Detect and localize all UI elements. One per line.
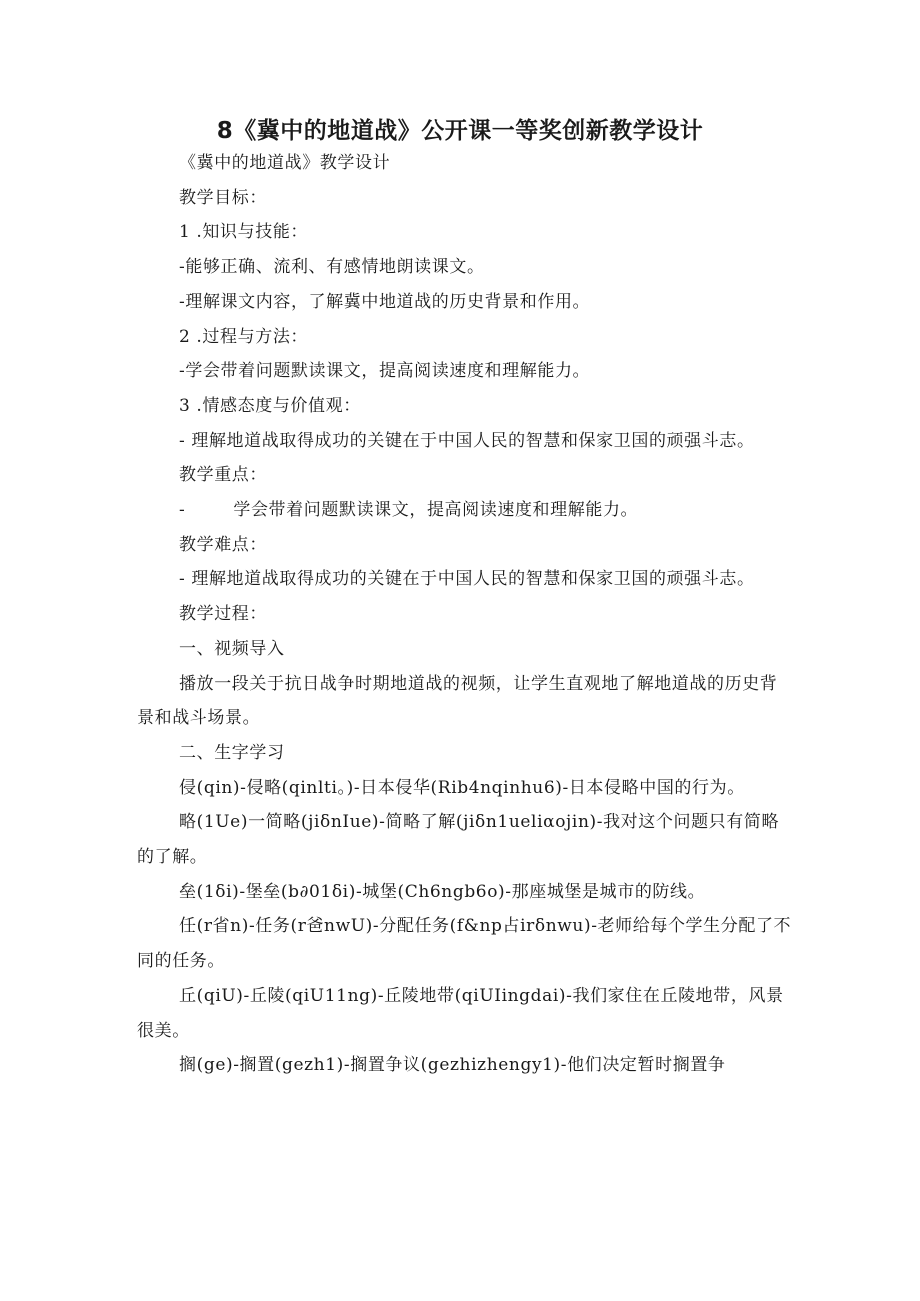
list-item: 1 .知识与技能： (179, 222, 309, 243)
paragraph: 播放一段关于抗日战争时期地道战的视频，让学生直观地了解地道战的历史背景和战斗场景。 (137, 673, 778, 729)
section-heading: 教学目标： (179, 187, 267, 208)
vocab-entry: 略(1Ue)一简略(jiδnIue)-简略了解(jiδn1ueliαojin)-我对这个问题只有简略的了解。 (137, 812, 780, 868)
list-item: -学会带着问题默读课文，提高阅读速度和理解能力。 (179, 361, 591, 382)
vocab-entry: 任(r省n)-任务(r爸nwU)-分配任务(f&np占irδnwu)-老师给每个学生分配了不同的任务。 (137, 916, 792, 972)
list-item: 3 .情感态度与价值观： (179, 395, 361, 416)
section-heading: 教学重点： (179, 465, 267, 486)
vocab-entry: 侵(qin)-侵略(qinlti。)-日本侵华(Rib4nqinhu6)-日本侵略中国的行为。 (179, 777, 745, 798)
section-heading: 教学过程： (179, 604, 267, 625)
section-heading: 一、视频导入 (179, 638, 285, 659)
list-item (137, 493, 792, 528)
document-title: 8《冀中的地道战》公开课一等奖创新教学设计 (216, 118, 704, 144)
list-item: - 理解地道战取得成功的关键在于中国人民的智慧和保家卫国的顽强斗志。 (179, 569, 755, 590)
list-item: -理解课文内容，了解冀中地道战的历史背景和作用。 (179, 291, 591, 312)
list-item-text: 学会带着问题默读课文，提高阅读速度和理解能力。 (233, 500, 639, 521)
vocab-entry: 垒(1δi)-堡垒(b∂01δi)-城堡(Ch6ngb6o)-那座城堡是城市的防线。 (179, 881, 706, 902)
dash-marker: - (179, 500, 186, 521)
vocab-entry: 搁(ge)-搁置(gezh1)-搁置争议(gezhizhengy1)-他们决定暂时搁置争 (179, 1055, 726, 1076)
subtitle: 《冀中的地道战》教学设计 (179, 153, 391, 173)
list-item: - 理解地道战取得成功的关键在于中国人民的智慧和保家卫国的顽强斗志。 (179, 430, 755, 451)
list-item: -能够正确、流利、有感情地朗读课文。 (179, 257, 485, 278)
document-body (137, 146, 792, 1083)
list-item: 2 .过程与方法： (179, 326, 309, 347)
vocab-entry: 丘(qiU)-丘陵(qiU11ng)-丘陵地带(qiUIingdai)-我们家住在丘陵地带，风景很美。 (137, 985, 784, 1041)
section-heading: 教学难点： (179, 534, 267, 555)
section-heading: 二、生字学习 (179, 742, 285, 763)
